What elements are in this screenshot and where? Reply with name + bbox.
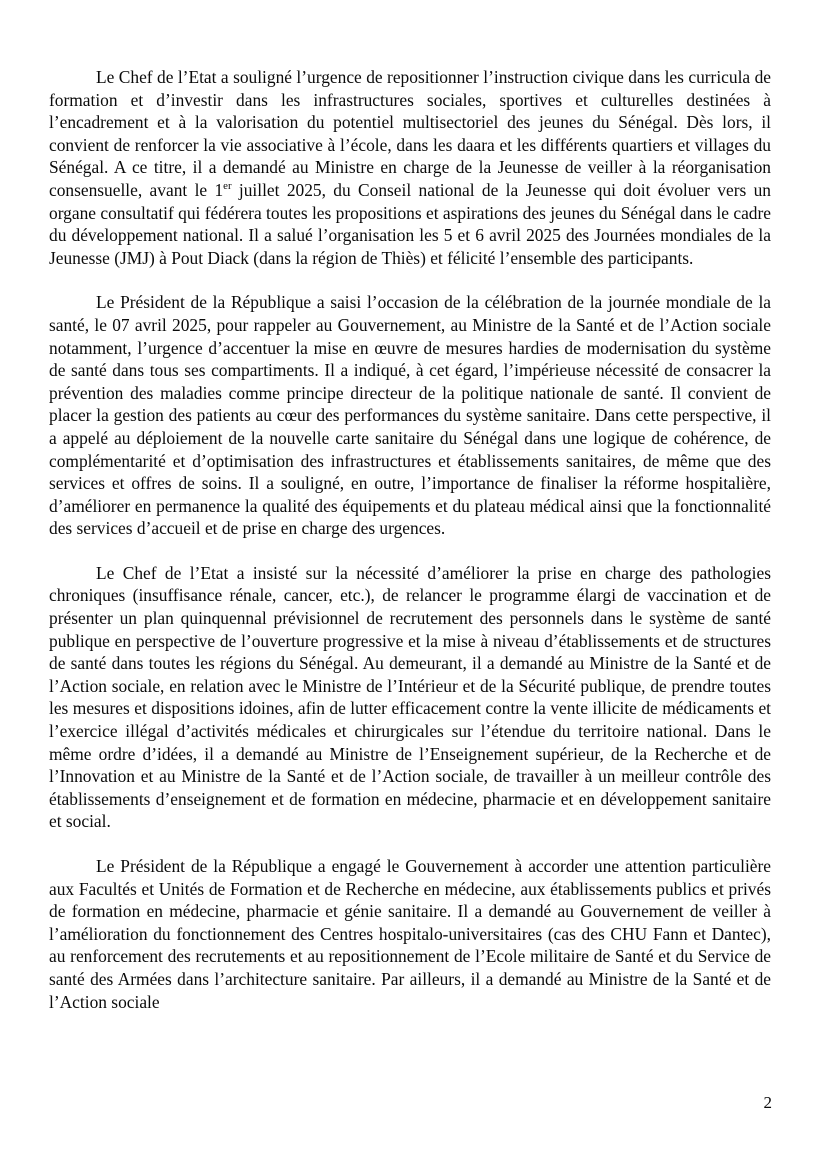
paragraph-4: Le Président de la République a engagé le Gouvernement à accorder une attention particulière aux Facultés et Unités de Formation et de Recherche en médecine, aux établissements publics et privés de formation en médecine, pharmacie et génie sanitaire. Il a demandé au Gouvernement de veiller à l’amélioration du fonctionnement des Centres hospitalo-universitaires (cas des CHU Fann et Dantec), au renforcement des recrutements et au repositionnement de l’Ecole militaire de Santé et du Service de santé des Armées dans l’architecture sanitaire. Par ailleurs, il a demandé au Ministre de la Santé et de l’Action sociale xyxy=(49,856,771,1012)
ordinal-superscript: er xyxy=(223,180,232,193)
paragraph-1-text-part-1: Le Chef de l’Etat a souligné l’urgence de repositionner l’instruction civique dans les curricula de formation et d’investir dans les infrastructures sociales, sportives et culturelles destinées à l’encadrement et à la valorisation du potentiel multisectoriel des jeunes du Sénégal. Dès lors, il convient de renforcer la vie associative à l’école, dans les daara et les différents quartiers et villages du Sénégal. A ce titre, il a demandé au Ministre en charge de la Jeunesse de veiller à la réorganisation consensuelle, avant le 1 xyxy=(49,67,771,200)
paragraph-2: Le Président de la République a saisi l’occasion de la célébration de la journée mondiale de la santé, le 07 avril 2025, pour rappeler au Gouvernement, au Ministre de la Santé et de l’Action sociale notamment, l’urgence d’accentuer la mise en œuvre de mesures hardies de modernisation du système de santé dans tous ses compartiments. Il a indiqué, à cet égard, l’impérieuse nécessité de consacrer la prévention des maladies comme principe directeur de la politique nationale de santé. Il convient de placer la gestion des patients au cœur des performances du système sanitaire. Dans cette perspective, il a appelé au déploiement de la nouvelle carte sanitaire du Sénégal dans une logique de cohérence, de complémentarité et d’optimisation des infrastructures et établissements sanitaires, de même que des services et offres de soins. Il a souligné, en outre, l’importance de finaliser la réforme hospitalière, d’améliorer en permanence la qualité des équipements et du plateau médical ainsi que la fonctionnalité des services d’accueil et de prise en charge des urgences. xyxy=(49,292,771,539)
paragraph-1-text-part-2: juillet 2025, du Conseil national de la Jeunesse qui doit évoluer vers un organe consultatif qui fédérera toutes les propositions et aspirations des jeunes du Sénégal dans le cadre du développement national. Il a salué l’organisation les 5 et 6 avril 2025 des Journées mondiales de la Jeunesse (JMJ) à Pout Diack (dans la région de Thiès) et félicité l’ensemble des participants. xyxy=(49,179,771,268)
paragraph-3: Le Chef de l’Etat a insisté sur la nécessité d’améliorer la prise en charge des pathologies chroniques (insuffisance rénale, cancer, etc.), de relancer le programme élargi de vaccination et de présenter un plan quinquennal prévisionnel de recrutement des personnels dans le système de santé publique en perspective de l’ouverture progressive et la mise à niveau d’établissements et de structures de santé dans toutes les régions du Sénégal. Au demeurant, il a demandé au Ministre de la Santé et de l’Action sociale, en relation avec le Ministre de l’Intérieur et de la Sécurité publique, de prendre toutes les mesures et dispositions idoines, afin de lutter efficacement contre la vente illicite de médicaments et l’exercice illégal d’activités médicales et chirurgicales sur l’étendue du territoire national. Dans le même ordre d’idées, il a demandé au Ministre de l’Enseignement supérieur, de la Recherche et de l’Innovation et au Ministre de la Santé et de l’Action sociale, de travailler à un meilleur contrôle des établissements d’enseignement et de formation en médecine, pharmacie et en développement sanitaire et social. xyxy=(49,562,771,832)
page-number: 2 xyxy=(763,1093,772,1112)
paragraph-1 xyxy=(49,66,771,269)
document-body xyxy=(49,66,771,1013)
